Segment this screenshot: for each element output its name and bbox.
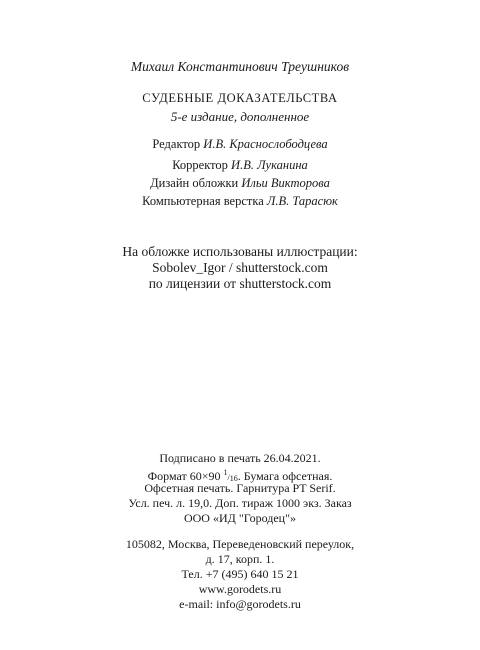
imprint-printing: Офсетная печать. Гарнитура PT Serif. bbox=[144, 481, 336, 495]
format-fraction: $^1/_{16}$ bbox=[223, 468, 238, 483]
credit-role: Компьютерная верстка bbox=[142, 194, 264, 208]
address-email: e-mail: info@gorodets.ru bbox=[179, 597, 301, 611]
credit-person: Л.В. Тарасюк bbox=[266, 194, 338, 208]
credit-person: Ильи Викторова bbox=[241, 176, 330, 190]
credit-role: Редактор bbox=[152, 137, 201, 151]
credit-role: Корректор bbox=[172, 158, 228, 172]
address-line-1: 105082, Москва, Переведеновский переулок, bbox=[125, 537, 355, 551]
format-suffix: . Бумага офсетная. bbox=[237, 469, 333, 483]
illustrations-license: по лицензии от shutterstock.com bbox=[148, 276, 332, 291]
imprint-signed: Подписано в печать 26.04.2021. bbox=[159, 451, 321, 465]
format-prefix: Формат 60×90 bbox=[147, 469, 221, 483]
author-name: Михаил Константинович Треушников bbox=[130, 59, 350, 74]
address-website: www.gorodets.ru bbox=[198, 582, 282, 596]
address-line-2: д. 17, корп. 1. bbox=[205, 552, 275, 566]
edition-note: 5-е издание, дополненное bbox=[170, 109, 310, 124]
credit-person: И.В. Краснослободцева bbox=[203, 137, 328, 151]
credit-proofreader bbox=[0, 158, 480, 173]
illustrations-source: Sobolev_Igor / shutterstock.com bbox=[152, 260, 328, 275]
credit-cover-design bbox=[0, 176, 480, 191]
credit-person: И.В. Луканина bbox=[231, 158, 308, 172]
credit-editor bbox=[0, 137, 480, 152]
address-phone: Тел. +7 (495) 640 15 21 bbox=[181, 567, 299, 581]
format-denominator: 16 bbox=[229, 474, 238, 483]
imprint-publisher: ООО «ИД "Городец"» bbox=[183, 511, 297, 525]
book-title: СУДЕБНЫЕ ДОКАЗАТЕЛЬСТВА bbox=[142, 91, 338, 105]
credit-layout bbox=[0, 194, 480, 209]
credit-role: Дизайн обложки bbox=[150, 176, 239, 190]
imprint-volume: Усл. печ. л. 19,0. Доп. тираж 1000 экз. Заказ bbox=[128, 496, 352, 510]
format-numerator: 1 bbox=[223, 468, 228, 477]
illustrations-heading: На обложке использованы иллюстрации: bbox=[122, 244, 358, 259]
